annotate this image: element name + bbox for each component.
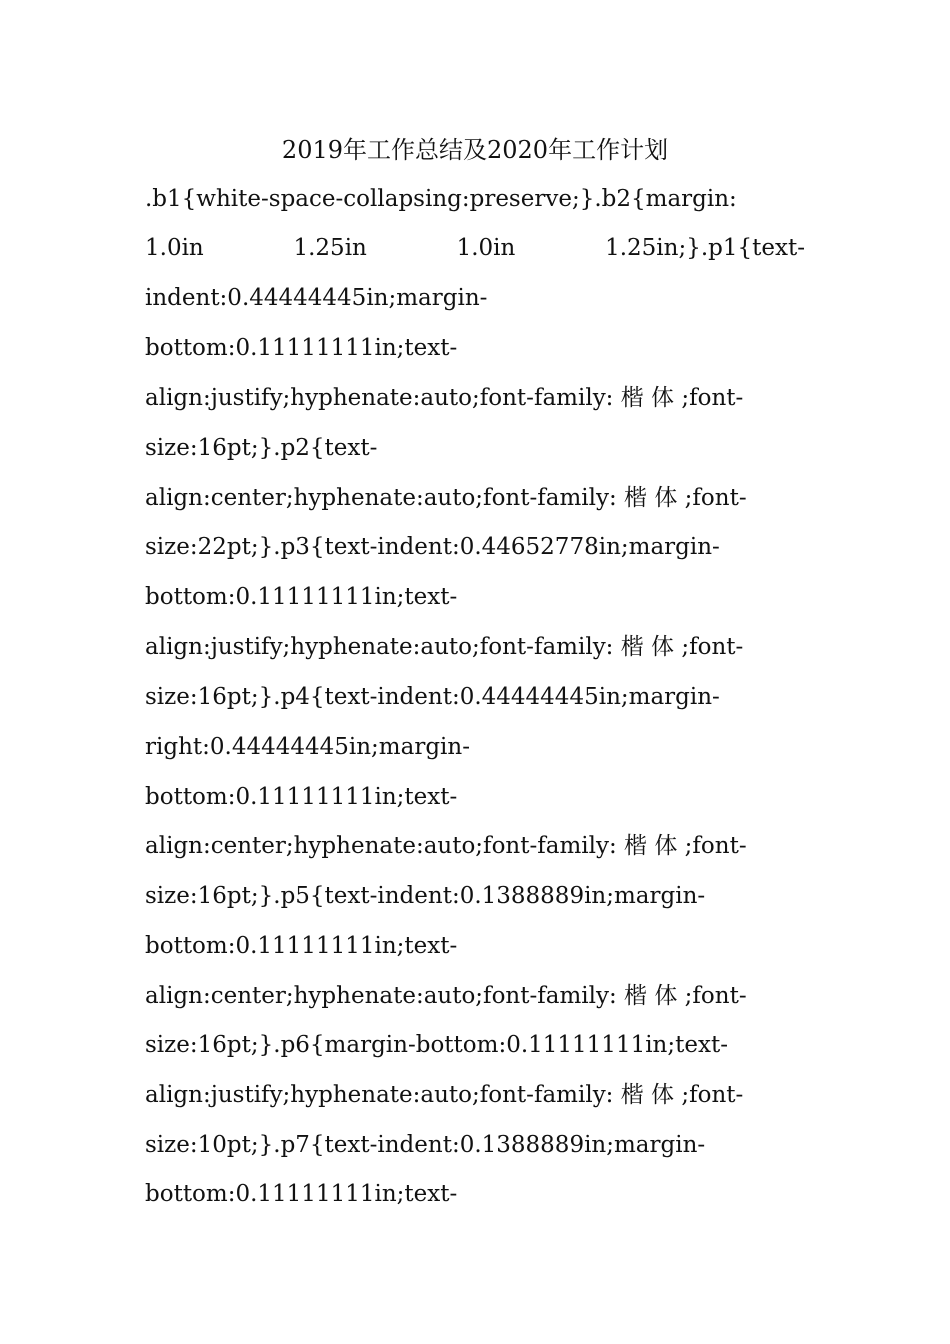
- document-line: bottom:0.11111111in;text-: [145, 933, 458, 959]
- document-line: size:16pt;}.p5{text-indent:0.1388889in;margin-: [145, 883, 706, 909]
- document-line: size:16pt;}.p6{margin-bottom:0.11111111in;text-: [145, 1032, 728, 1058]
- document-line: align:justify;hyphenate:auto;font-family: 楷 体 ;font-: [145, 385, 744, 411]
- document-line: size:16pt;}.p4{text-indent:0.44444445in;margin-: [145, 684, 720, 710]
- document-line: align:center;hyphenate:auto;font-family: 楷 体 ;font-: [145, 983, 747, 1009]
- document-line: size:22pt;}.p3{text-indent:0.44652778in;margin-: [145, 534, 720, 560]
- document-line: size:16pt;}.p2{text-: [145, 435, 378, 461]
- document-line: bottom:0.11111111in;text-: [145, 784, 458, 810]
- document-line: align:justify;hyphenate:auto;font-family: 楷 体 ;font-: [145, 1082, 744, 1108]
- document-line: align:justify;hyphenate:auto;font-family: 楷 体 ;font-: [145, 634, 744, 660]
- document-line: align:center;hyphenate:auto;font-family: 楷 体 ;font-: [145, 833, 747, 859]
- document-line: bottom:0.11111111in;text-: [145, 335, 458, 361]
- document-line: align:center;hyphenate:auto;font-family: 楷 体 ;font-: [145, 485, 747, 511]
- document-title: 2019年工作总结及2020年工作计划: [281, 136, 669, 164]
- document-line: 1.0in 1.25in 1.0in 1.25in;}.p1{text-: [145, 235, 805, 261]
- document-line: bottom:0.11111111in;text-: [145, 1181, 458, 1207]
- document-line: .b1{white-space-collapsing:preserve;}.b2{margin:: [145, 186, 737, 212]
- document-line: indent:0.44444445in;margin-: [145, 285, 488, 311]
- document-line: size:10pt;}.p7{text-indent:0.1388889in;margin-: [145, 1132, 706, 1158]
- document-line: right:0.44444445in;margin-: [145, 734, 470, 760]
- document-line: bottom:0.11111111in;text-: [145, 584, 458, 610]
